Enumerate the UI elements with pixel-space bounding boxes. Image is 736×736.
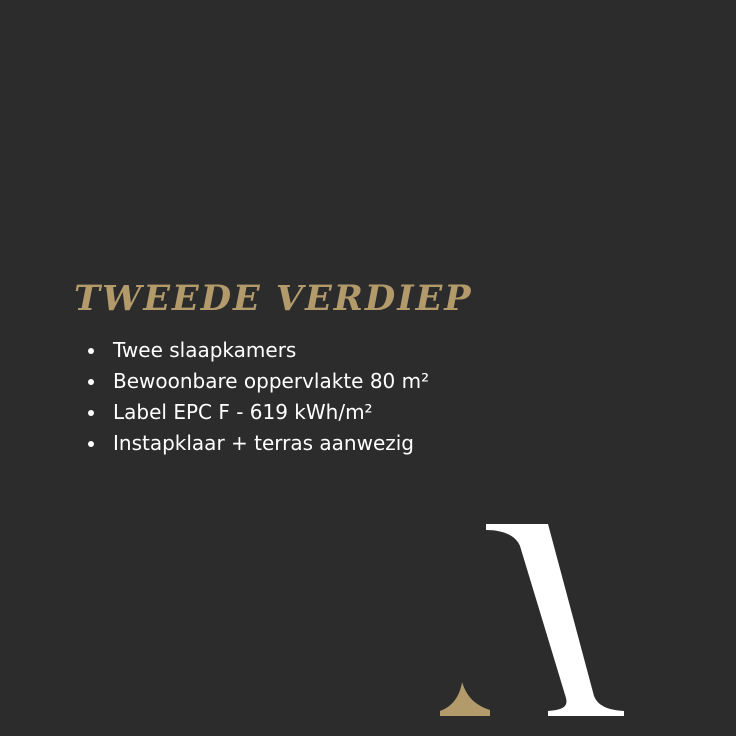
logo-main-stroke	[486, 524, 624, 716]
feature-list	[88, 335, 429, 459]
feature-item-epc-label: Label EPC F - 619 kWh/m²	[88, 397, 429, 428]
letter-a-logo-icon	[436, 520, 636, 720]
logo-accent-base	[440, 682, 490, 716]
section-heading: TWEEDE VERDIEP	[74, 278, 473, 319]
feature-item-bedrooms: Twee slaapkamers	[88, 335, 429, 366]
feature-item-condition: Instapklaar + terras aanwezig	[88, 428, 429, 459]
feature-item-living-area: Bewoonbare oppervlakte 80 m²	[88, 366, 429, 397]
